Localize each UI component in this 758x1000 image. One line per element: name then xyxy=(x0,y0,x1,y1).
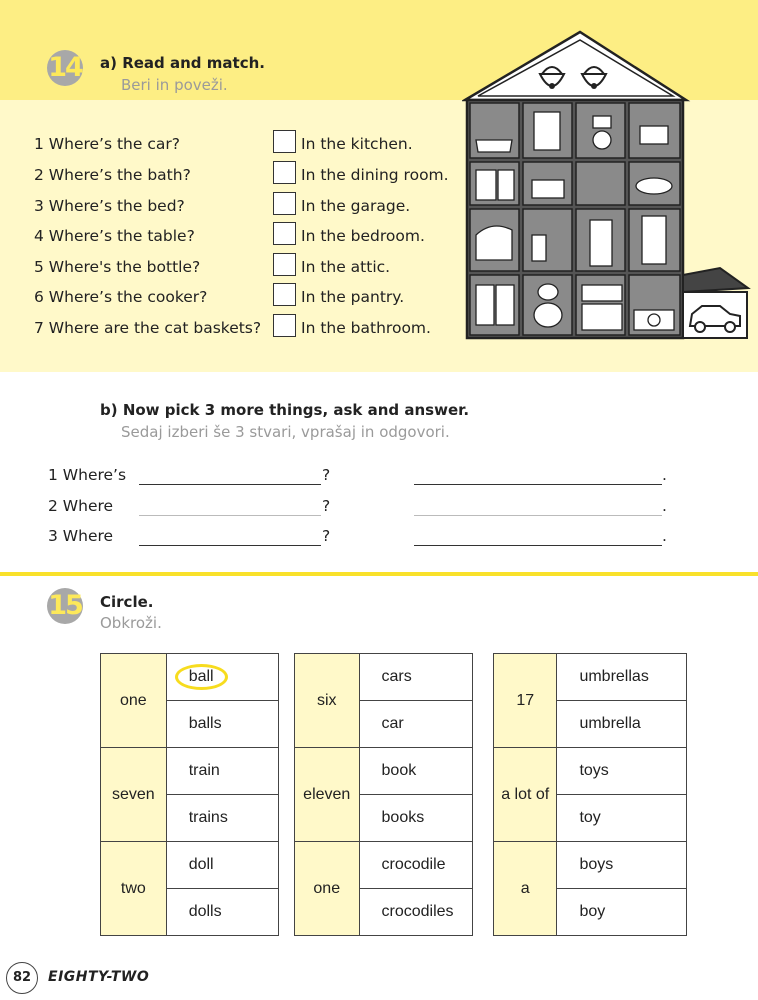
answer-blank-3[interactable] xyxy=(414,545,662,546)
quantity-cell: one xyxy=(101,654,167,748)
option-cell[interactable]: dolls xyxy=(166,889,278,936)
option-cell[interactable]: boy xyxy=(557,889,687,936)
exercise-14b-instruction: b) Now pick 3 more things, ask and answer. xyxy=(100,401,470,419)
question-mark-2: ? xyxy=(322,497,331,515)
option-cell[interactable]: balls xyxy=(166,701,278,748)
option-cell[interactable]: cars xyxy=(359,654,472,701)
option-cell[interactable]: toys xyxy=(557,748,687,795)
section-divider xyxy=(0,572,758,576)
exercise-14a-instruction-sl: Beri in poveži. xyxy=(121,76,228,94)
page-number: 82 xyxy=(6,962,38,994)
question-mark-3: ? xyxy=(322,527,331,545)
option-cell[interactable]: car xyxy=(359,701,472,748)
answer-box-4[interactable] xyxy=(273,222,296,245)
option-cell[interactable]: boys xyxy=(557,842,687,889)
answer-box-7[interactable] xyxy=(273,314,296,337)
option-cell[interactable]: books xyxy=(359,795,472,842)
fill-line-label-2: 2 Where xyxy=(48,497,114,515)
option-cell[interactable] xyxy=(166,654,278,701)
quantity-cell: 17 xyxy=(494,654,557,748)
answer-5: In the attic. xyxy=(301,258,391,276)
answer-box-3[interactable] xyxy=(273,192,296,215)
answer-box-2[interactable] xyxy=(273,161,296,184)
option-cell[interactable]: book xyxy=(359,748,472,795)
answer-1: In the kitchen. xyxy=(301,135,413,153)
circle-table-3 xyxy=(493,653,687,936)
answer-7: In the bathroom. xyxy=(301,319,431,337)
full-stop-1: . xyxy=(662,466,667,484)
circle-table-1 xyxy=(100,653,279,936)
answer-box-1[interactable] xyxy=(273,130,296,153)
question-blank-1[interactable] xyxy=(139,484,321,485)
circle-table-2 xyxy=(294,653,473,936)
quantity-cell: six xyxy=(295,654,360,748)
quantity-cell: one xyxy=(295,842,360,936)
question-2: 2 Where’s the bath? xyxy=(34,166,191,184)
quantity-cell: two xyxy=(101,842,167,936)
house-cutaway-icon xyxy=(462,30,752,345)
question-6: 6 Where’s the cooker? xyxy=(34,288,208,306)
quantity-cell: eleven xyxy=(295,748,360,842)
full-stop-3: . xyxy=(662,527,667,545)
answer-box-6[interactable] xyxy=(273,283,296,306)
answer-2: In the dining room. xyxy=(301,166,449,184)
question-1: 1 Where’s the car? xyxy=(34,135,180,153)
exercise-14b-instruction-sl: Sedaj izberi še 3 stvari, vprašaj in odgovori. xyxy=(121,423,450,441)
answer-3: In the garage. xyxy=(301,197,411,215)
question-blank-3[interactable] xyxy=(139,545,321,546)
option-cell[interactable]: umbrellas xyxy=(557,654,687,701)
answer-6: In the pantry. xyxy=(301,288,405,306)
exercise-15-number: 15 xyxy=(47,588,83,624)
answer-box-5[interactable] xyxy=(273,253,296,276)
answer-blank-1[interactable] xyxy=(414,484,662,485)
option-cell[interactable]: train xyxy=(166,748,278,795)
exercise-14-number: 14 xyxy=(47,50,83,86)
option-cell[interactable]: doll xyxy=(166,842,278,889)
option-cell[interactable]: trains xyxy=(166,795,278,842)
question-4: 4 Where’s the table? xyxy=(34,227,195,245)
quantity-cell: seven xyxy=(101,748,167,842)
option-cell[interactable]: crocodile xyxy=(359,842,472,889)
quantity-cell: a xyxy=(494,842,557,936)
option-cell[interactable]: toy xyxy=(557,795,687,842)
question-7: 7 Where are the cat baskets? xyxy=(34,319,262,337)
question-blank-2[interactable] xyxy=(139,515,321,516)
option-cell[interactable]: crocodiles xyxy=(359,889,472,936)
answer-blank-2[interactable] xyxy=(414,515,662,516)
exercise-15-instruction: Circle. xyxy=(100,593,154,611)
circled-answer[interactable]: ball xyxy=(175,664,228,690)
full-stop-2: . xyxy=(662,497,667,515)
exercise-14a-instruction: a) Read and match. xyxy=(100,54,265,72)
question-mark-1: ? xyxy=(322,466,331,484)
question-5: 5 Where's the bottle? xyxy=(34,258,201,276)
question-3: 3 Where’s the bed? xyxy=(34,197,185,215)
answer-4: In the bedroom. xyxy=(301,227,425,245)
quantity-cell: a lot of xyxy=(494,748,557,842)
fill-line-label-1: 1 Where’s xyxy=(48,466,127,484)
exercise-15-instruction-sl: Obkroži. xyxy=(100,614,162,632)
fill-line-label-3: 3 Where xyxy=(48,527,114,545)
option-cell[interactable]: umbrella xyxy=(557,701,687,748)
page-number-words: EIGHTY-TWO xyxy=(48,969,150,985)
